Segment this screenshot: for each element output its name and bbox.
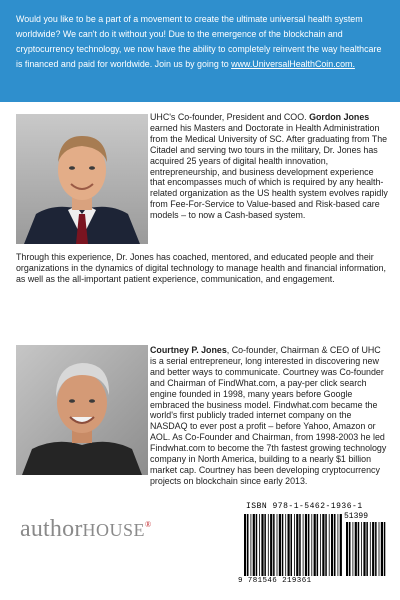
isbn-barcode bbox=[238, 500, 388, 588]
gordon-bio-body: earned his Masters and Doctorate in Health Administration from the Medical University of SC. After graduating from The Citadel and serving two tours in the military, Dr. Jones has acquired 25 years of digital health innovation, entrepreneurship, and business development experience that encompasses much of which is required by any health-related organization as the US health system evolves rapidly from Fee-For-Service to Value-based and Risk-based care models – to now a Cash-based system. bbox=[150, 122, 388, 221]
courtney-jones-photo bbox=[16, 345, 148, 475]
gordon-jones-bio-continued bbox=[16, 252, 388, 295]
banner-text: Would you like to be a part of a movement to create the ultimate universal health system worldwide? We can't do it without you! Due to the emergence of the blockchain and cryptocurrency technology, we now have the ability to completely reinvent the way healthcare is financed and paid for worldwide. Join us by going to bbox=[16, 14, 382, 69]
courtney-name: Courtney P. Jones bbox=[150, 345, 227, 355]
logo-house: HOUSE bbox=[82, 520, 146, 540]
website-link[interactable]: www.UniversalHealthCoin.com. bbox=[231, 59, 355, 69]
gordon-jones-bio bbox=[150, 112, 388, 231]
courtney-jones-bio bbox=[150, 345, 388, 497]
courtney-bio-body: , Co-founder, Chairman & CEO of UHC is a serial entrepreneur, long interested in discovering new and better ways to communicate. Courtney was Co-founder and Chairman of FindWhat.com, a pay-per click search engine founded in 1998, many years before Google embraced the business model. Findwhat.com became the world's first publicly traded internet company on the NASDAQ to ever post a profit – before Yahoo, Amazon or AOL. As Co-Founder and Chairman, from 1998-2003 he led Findwhat.com to become the 7th fastest growing technology company in North America, building to a nearly $1 billion market cap. Courtney has been developing cryptocurrency projects on blockchain since early 2013. bbox=[150, 345, 387, 486]
gordon-intro: UHC's Co-founder, President and COO. bbox=[150, 112, 310, 122]
gordon-bio-para-2: Through this experience, Dr. Jones has coached, mentored, and educated people and their organizations in the dynamics of digital technology to manage health and financial information, as well as the all-important patient experience, communication, and engagement. bbox=[16, 252, 387, 284]
gordon-name: Gordon Jones bbox=[309, 112, 370, 122]
logo-author: author bbox=[20, 516, 83, 542]
authorhouse-logo bbox=[20, 516, 151, 543]
gordon-jones-photo bbox=[16, 114, 148, 244]
intro-banner bbox=[0, 0, 400, 102]
barcode-digits: 9 781546 219361 bbox=[238, 577, 312, 585]
courtney-bio-para bbox=[150, 345, 388, 487]
logo-registered-mark: ® bbox=[145, 520, 152, 529]
isbn-text: ISBN 978-1-5462-1936-1 bbox=[246, 502, 363, 511]
price-code: 51399 bbox=[344, 512, 369, 521]
gordon-bio-para-1 bbox=[150, 112, 388, 221]
